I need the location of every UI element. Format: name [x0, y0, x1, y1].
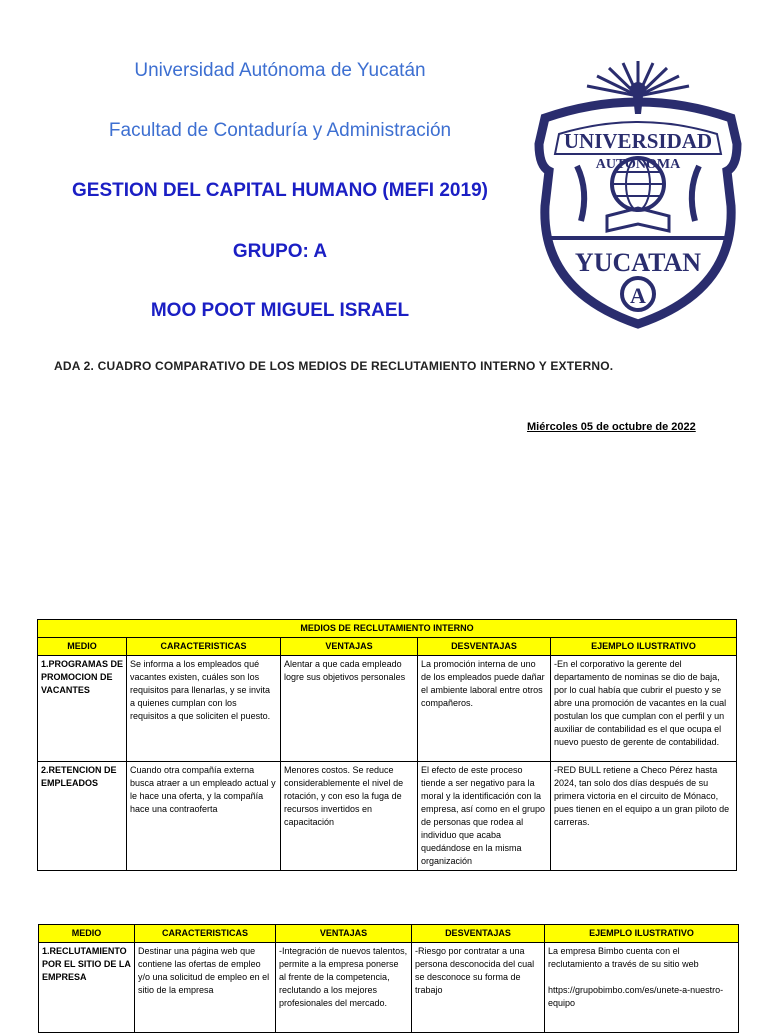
date-label: Miércoles 05 de octubre de 2022 — [527, 421, 696, 433]
table-cell: Se informa a los empleados qué vacantes existen, cuáles son los requisitos para llenarlas, y se invita a quienes cumplan con los requisitos a que soliciten el puesto. — [127, 656, 281, 762]
column-header: CARACTERISTICAS — [135, 925, 276, 943]
table-cell: La promoción interna de uno de los empleados puede dañar el ambiente laboral entre otros compañeros. — [418, 656, 551, 762]
group-label: GRUPO: A — [232, 241, 328, 262]
table-cell: La empresa Bimbo cuenta con el reclutamiento a través de su sitio web https://grupobimbo.com/es/unete-a-nuestro-equipo — [545, 943, 739, 1033]
university-name: Universidad Autónoma de Yucatán — [134, 60, 426, 81]
table-cell: -RED BULL retiene a Checo Pérez hasta 2024, tan solo dos días después de su primera victoria en el circuito de Mónaco, pues tienen en el equipo a un gran piloto de carreras. — [551, 762, 737, 871]
column-header: EJEMPLO ILUSTRATIVO — [545, 925, 739, 943]
table-cell: -Integración de nuevos talentos, permite a la empresa ponerse al frente de la competencia, reclutando a los mejores profesionales del mercado. — [276, 943, 412, 1033]
column-header: VENTAJAS — [281, 638, 418, 656]
student-name: MOO POOT MIGUEL ISRAEL — [150, 300, 410, 321]
column-header: MEDIO — [39, 925, 135, 943]
column-header: MEDIO — [38, 638, 127, 656]
table-cell: 2.RETENCION DE EMPLEADOS — [38, 762, 127, 871]
table-header-row — [38, 638, 737, 656]
table-cell: 1.PROGRAMAS DE PROMOCION DE VACANTES — [38, 656, 127, 762]
table-header-row — [39, 925, 739, 943]
table-row — [38, 762, 737, 871]
table-cell: Alentar a que cada empleado logre sus objetivos personales — [281, 656, 418, 762]
table-cell: Cuando otra compañía externa busca atraer a un empleado actual y le hace una oferta, y la compañía hace una contraoferta — [127, 762, 281, 871]
column-header: EJEMPLO ILUSTRATIVO — [551, 638, 737, 656]
table-cell: 1.RECLUTAMIENTO POR EL SITIO DE LA EMPRESA — [39, 943, 135, 1033]
external-recruitment-table — [38, 924, 739, 1033]
faculty-name: Facultad de Contaduría y Administración — [108, 120, 452, 141]
column-header: DESVENTAJAS — [412, 925, 545, 943]
column-header: CARACTERISTICAS — [127, 638, 281, 656]
table-cell: Destinar una página web que contiene las ofertas de empleo y/o una solicitud de empleo en el sitio de la empresa — [135, 943, 276, 1033]
column-header: VENTAJAS — [276, 925, 412, 943]
assignment-title: ADA 2. CUADRO COMPARATIVO DE LOS MEDIOS DE RECLUTAMIENTO INTERNO Y EXTERNO. — [54, 359, 614, 373]
logo-mid-text: AUTONOMA — [595, 157, 681, 172]
logo-top-text: UNIVERSIDAD — [563, 129, 713, 153]
table-row — [38, 656, 737, 762]
university-seal-logo — [525, 56, 751, 330]
course-name: GESTION DEL CAPITAL HUMANO (MEFI 2019) — [72, 180, 488, 201]
table-cell: -Riesgo por contratar a una persona desconocida del cual se desconoce su forma de trabajo — [412, 943, 545, 1033]
table-cell: Menores costos. Se reduce considerablemente el nivel de rotación, y con eso la fuga de recursos invertidos en capacitación — [281, 762, 418, 871]
logo-bottom-text: YUCATAN — [574, 248, 702, 277]
internal-recruitment-table — [37, 619, 737, 871]
logo-letter: A — [630, 283, 646, 308]
table-title: MEDIOS DE RECLUTAMIENTO INTERNO — [38, 620, 737, 638]
column-header: DESVENTAJAS — [418, 638, 551, 656]
table-cell: El efecto de este proceso tiende a ser negativo para la moral y la identificación con la empresa, así como en el grupo de personas que rodea al individuo que acaba quedándose en la misma organización — [418, 762, 551, 871]
table-cell: -En el corporativo la gerente del departamento de nominas se dio de baja, por lo cual había que cubrir el puesto y se abre una promoción de vacantes en la cual postulan los que cumplan con el perfil y un auxiliar de contabilidad es el que ocupa el nuevo puesto de gerente de contabilidad. — [551, 656, 737, 762]
table-row — [39, 943, 739, 1033]
